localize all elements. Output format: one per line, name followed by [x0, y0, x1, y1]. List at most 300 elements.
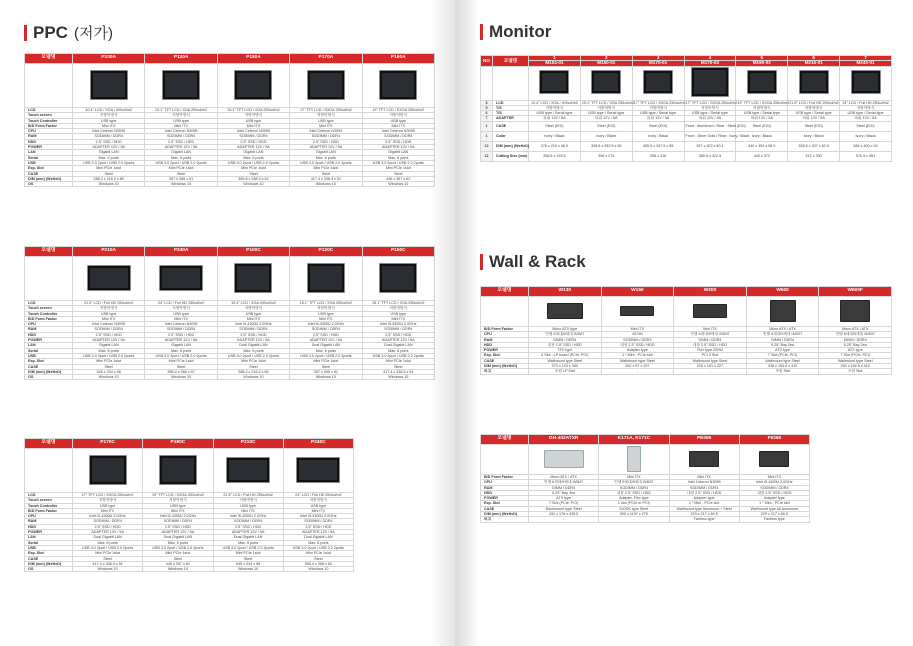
spec-value: Mini ITX: [739, 475, 809, 480]
spec-value: ADAPTER 12V / 5A: [290, 338, 362, 343]
product-image-cell: [217, 64, 289, 108]
spec-value: 2.5" SSD / HDD: [217, 139, 289, 144]
row-index: 12: [481, 141, 493, 151]
model-number: 7: [840, 56, 892, 61]
spec-value: Windows 10: [145, 182, 217, 187]
spec-value: SODIMM / DDR4: [217, 327, 289, 332]
spec-value: USB 3.0 2port / USB 2.0 2ports: [145, 353, 217, 358]
spec-label: DIM (mm) (WxHxD): [481, 512, 529, 517]
spec-value: USB type / Serial type: [736, 111, 788, 116]
spec-value: KIOSK type Steel: [599, 506, 669, 511]
spec-value: USB 3.0 2port / USB 2.0 2ports: [73, 160, 145, 165]
spec-value: USB type: [362, 118, 434, 123]
spec-value: Mini ITX: [669, 475, 739, 480]
model-name-header: P170A: [290, 54, 362, 64]
spec-value: Max. 6 ports: [73, 155, 145, 160]
spec-value: 17" TFT LCD / SXGA 250cd/m2: [633, 100, 686, 105]
spec-value: USB 3.0 2port / USB 2.0 2ports: [73, 353, 145, 358]
spec-value: Steel (EGI): [580, 121, 632, 131]
spec-label: POWER: [481, 348, 529, 353]
spec-label: LCD: [493, 100, 529, 105]
spec-value: Steel (EGI): [788, 121, 840, 131]
spec-value: Steel: [143, 556, 213, 561]
spec-value: 446 x 357 x 62: [143, 561, 213, 566]
wall-title: Wall & Rack: [489, 252, 586, 271]
spec-value: Ivory / Black: [736, 131, 788, 141]
spec-value: Windows 10: [73, 182, 145, 187]
case-photo: [840, 300, 870, 322]
title-accent-bar: [24, 25, 27, 41]
spec-value: 276 x 212 x 46.5: [529, 141, 581, 151]
spec-value: Mini ITX: [599, 475, 669, 480]
spec-value: 17" TFT LCD / SXGA 250cd/m2: [290, 108, 362, 113]
spec-value: SODIMM / DDR4: [73, 134, 145, 139]
spec-value: 인텔 6세대/9세대 i3/i5/i7: [674, 332, 747, 337]
header-row: [481, 435, 810, 445]
spec-label: 비고: [481, 369, 529, 374]
spec-value: 417.4 x 338.3 x 51: [362, 369, 434, 374]
product-image-cell: [529, 66, 581, 100]
spec-value: USB 3.0 2port / USB 2.0 2ports: [362, 353, 434, 358]
spec-value: 파워 12V / 5A: [736, 116, 788, 121]
spec-value: Mini ITX: [73, 508, 143, 513]
spec-value: ADAPTER 12V / 5A: [213, 530, 283, 535]
spec-value: 17" TFT LCD / SXGA 250cd/m2: [73, 493, 143, 498]
spec-value: 저항막방식: [143, 498, 213, 503]
spec-value: Steel (EGI): [840, 121, 892, 131]
model-name-header: W600: [746, 287, 819, 297]
monitor-title: Monitor: [489, 22, 552, 41]
spec-value: 220 x 217 x 60.5: [739, 512, 809, 517]
monitor-photo: [799, 70, 829, 94]
spec-value: 2.5" SSD / HDD: [362, 332, 434, 337]
model-name-header: M190-02: [736, 61, 788, 66]
spec-value: 2.5" SSD / HDD: [145, 139, 217, 144]
spec-value: 인텔 6세대/9세대 i3/i5/i7: [746, 332, 819, 337]
spec-value: SODIMM / DDR4: [290, 327, 362, 332]
spec-value: Steel: [217, 171, 289, 176]
spec-value: Mini ITX: [217, 123, 289, 128]
spec-value: USB type: [283, 503, 353, 508]
product-image-cell: [283, 449, 353, 493]
spec-label: B/D Form Factor: [481, 475, 529, 480]
monitor-photo: [747, 70, 777, 94]
spec-value: ADAPTER 12V / 5A: [73, 338, 145, 343]
spec-value: Dual Gigabit LAN: [143, 535, 213, 540]
model-name-header: P100A: [73, 54, 145, 64]
spec-row: [481, 517, 810, 522]
model-label-header: 모델명: [25, 439, 73, 449]
spec-value: ADAPTER 12V / 5A: [290, 145, 362, 150]
spec-value: Mini ITX: [213, 508, 283, 513]
spec-value: 저항막방식: [283, 498, 353, 503]
model-name-header: P210C: [213, 439, 283, 449]
spec-label: B/D Form Factor: [25, 508, 73, 513]
spec-label: B/D Form Factor: [481, 327, 529, 332]
spec-value: ADAPTER 12V / 5A: [283, 530, 353, 535]
spec-label: CASE: [481, 358, 529, 363]
model-name-header: P100C: [217, 247, 289, 257]
spec-label: RAM: [25, 327, 73, 332]
spec-label: Exp. Slot: [481, 501, 529, 506]
spec-value: USB 3.0 2port / USB 2.0 2ports: [290, 160, 362, 165]
spec-value: 내장 2.5" SSD / HDD: [599, 490, 669, 495]
spec-label: LCD: [25, 493, 73, 498]
spec-value: Mini ITX: [674, 327, 747, 332]
spec-label: RAM: [25, 134, 73, 139]
product-image-cell: [736, 66, 788, 100]
spec-value: 저항막방식: [73, 113, 145, 118]
spec-value: 338 x 194.5 x 410: [746, 364, 819, 369]
image-row-index: [481, 66, 493, 100]
spec-value: ADAPTER 12V / 5A: [362, 338, 434, 343]
spec-value: Mini PCIe 1slot: [143, 551, 213, 556]
spec-value: 저항막방식: [788, 105, 840, 110]
spec-value: Front : Aluminum / Rear : Steel (EGI): [684, 121, 736, 131]
spec-value: Gigabit LAN: [73, 343, 145, 348]
model-name-header: P190A: [362, 54, 434, 64]
product-image-cell: [290, 257, 362, 301]
spec-value: Fanless type: [669, 517, 739, 522]
spec-value: Windows 10: [73, 375, 145, 380]
spec-label: POWER: [25, 145, 73, 150]
no-label-header: NO: [481, 56, 493, 67]
spec-value: Ivory / Black: [840, 131, 892, 141]
spec-value: 357 x 265 x 61: [290, 369, 362, 374]
header-row: [25, 247, 435, 257]
model-name-header: M170-01: [632, 61, 684, 66]
spec-value: 저항막방식: [529, 105, 581, 110]
spec-value: 397 x 322 x 60.1: [684, 141, 736, 151]
spec-value: 10.4" LCD / XGA / 400cd/m2: [73, 108, 145, 113]
spec-label: HDD: [481, 490, 529, 495]
spec-value: Wallmount type Steel: [529, 358, 602, 363]
spec-value: Wallmount type All Aluminum: [739, 506, 809, 511]
spec-value: Max. 6 ports: [73, 348, 145, 353]
spec-value: USB type: [217, 311, 289, 316]
spec-row: [25, 567, 354, 572]
case-photo: [770, 300, 796, 322]
ppc-table-3: [24, 438, 354, 572]
spec-label: B/D Form Factor: [25, 123, 73, 128]
spec-value: TFX type: [529, 348, 602, 353]
spec-label: POWER: [25, 530, 73, 535]
spec-value: Steel: [362, 171, 434, 176]
case-photo: [627, 446, 641, 472]
spec-value: USB type: [290, 311, 362, 316]
model-number: 6: [788, 56, 840, 61]
case-photo: [620, 306, 654, 316]
spec-value: 1 * Mini - PCIe slot: [601, 353, 674, 358]
spec-value: Intel Celeron N3095: [73, 129, 145, 134]
spec-value: Steel: [73, 171, 145, 176]
spec-label: Cutting Size (mm): [493, 151, 529, 161]
spec-value: Steel (EGI): [632, 121, 684, 131]
spec-value: Mini PCIe 1slot: [217, 359, 289, 364]
model-name-header: P240C: [283, 439, 353, 449]
spec-value: 220 x 217 x 60.5: [669, 512, 739, 517]
spec-value: 1 * Mini - PCIe slot: [669, 501, 739, 506]
spec-value: Steel: [73, 364, 145, 369]
spec-value: Windows 10: [362, 375, 434, 380]
spec-label: LCD: [25, 108, 73, 113]
spec-label: T/S: [493, 111, 529, 116]
model-name-header: M104-01: [529, 61, 581, 66]
spec-value: USB type: [213, 503, 283, 508]
spec-value: Max. 6 ports: [73, 540, 143, 545]
spec-value: 1 slot (PCIe or PCI): [599, 501, 669, 506]
spec-value: SODIMM / DDR4: [73, 519, 143, 524]
spec-value: 595.4 x 368 x 62: [283, 561, 353, 566]
spec-value: 5.25" Bay 3ea: [529, 490, 599, 495]
spec-value: 조립 Slot: [746, 369, 819, 374]
spec-value: 내장 2.5" SSD / HDD: [529, 342, 602, 347]
spec-value: 4 Slot : LP board (PCIe, PCI): [529, 353, 602, 358]
spec-value: 7 Slot (PCIe, PCI): [529, 501, 599, 506]
spec-value: Max. 6 ports: [145, 155, 217, 160]
spec-value: Intel Celeron N3095: [362, 129, 434, 134]
spec-value: 526.5 x 337 x 62.5: [788, 141, 840, 151]
product-photo: [234, 70, 272, 100]
spec-value: 2.5" SSD / HDD: [73, 139, 145, 144]
spec-value: SODIMM / DDR4: [739, 485, 809, 490]
spec-value: Max. 6 ports: [290, 348, 362, 353]
spec-value: Wallmount type Steel: [601, 358, 674, 363]
spec-value: Steel: [217, 364, 289, 369]
product-image-cell: [362, 257, 434, 301]
spec-value: 405.5 x 337.5 x 55: [632, 141, 684, 151]
spec-value: 15.1" TFT LCD / XGA 250cd/m2: [581, 100, 635, 105]
ppc-subtitle: (저가): [73, 25, 113, 42]
monitor-photo: [539, 70, 569, 94]
spec-label: OS: [25, 567, 73, 572]
spec-row: [481, 151, 892, 161]
spec-value: 2.5" SSD / HDD: [213, 524, 283, 529]
spec-value: Dual Gigabit LAN: [290, 343, 362, 348]
spec-value: Mini ITX: [145, 123, 217, 128]
spec-value: 308.5 x 252.5 x 55: [580, 141, 632, 151]
model-label-header: 모델명: [481, 435, 529, 445]
spec-value: Mini PCIe 1slot: [73, 166, 145, 171]
spec-value: 21.5" LCD / Full HD 250cd/m2: [789, 100, 839, 105]
spec-value: 15.1" TFT LCD / XGA 250cd/m2: [217, 108, 289, 113]
spec-value: Mini PCIe 1slot: [145, 359, 217, 364]
spec-value: 15.1" TFT LCD / XGA 250cd/m2: [362, 301, 434, 306]
monitor-table: [480, 55, 892, 162]
spec-value: Ivory / Black: [580, 131, 632, 141]
spec-value: Max. 6 ports: [290, 155, 362, 160]
spec-value: USB type / Serial type: [788, 111, 840, 116]
row-index: 12: [481, 151, 493, 161]
spec-value: Ivory / Black: [788, 131, 840, 141]
spec-value: Intel i5-4300U 2.0GHz: [143, 514, 213, 519]
ppc-section-title: [24, 22, 113, 43]
model-name-header: K171A, K171C: [599, 435, 669, 445]
spec-value: Dual Gigabit LAN: [217, 343, 289, 348]
spec-value: USB 3.0 2port / USB 2.0 2ports: [143, 545, 213, 550]
spec-value: USB 3.0 2port / USB 2.0 2ports: [145, 160, 217, 165]
model-number: 5: [736, 56, 788, 61]
product-photo: [162, 70, 200, 100]
spec-value: Mini ITX: [143, 508, 213, 513]
spec-value: Max. 6 ports: [213, 540, 283, 545]
spec-value: 인텔 6세대/9세대 i3/i5/i7: [819, 332, 892, 337]
image-row: [481, 297, 892, 327]
spec-value: USB 3.0 2port / USB 2.0 2ports: [283, 545, 353, 550]
spec-value: USB 3.0 2port / USB 2.0 2ports: [217, 353, 289, 358]
product-photo: [87, 265, 131, 291]
spec-value: -: [599, 517, 669, 522]
spec-value: Intel i5-4300U 2.0GHz: [362, 322, 434, 327]
spec-value: Intel i5-4300U 2.0GHz: [283, 514, 353, 519]
spec-value: Mini PCIe 1slot: [73, 359, 145, 364]
row-index: 3: [481, 100, 493, 105]
monitor-photo: [691, 67, 729, 97]
spec-row: [25, 182, 435, 187]
product-image-cell: [684, 66, 736, 100]
spec-value: Micro ATX / ATX: [746, 327, 819, 332]
spec-value: SODIMM / DDR4: [213, 519, 283, 524]
spec-value: 2.5" SSD / HDD: [73, 332, 145, 337]
spec-label: DIM (mm) (WxHxD): [25, 369, 73, 374]
spec-value: Intel Celeron N3095: [217, 129, 289, 134]
image-row: [25, 64, 435, 108]
spec-value: Mini ITX: [217, 316, 289, 321]
product-photo: [234, 263, 272, 293]
spec-value: SODIMM / DDR4: [669, 485, 739, 490]
spec-value: Dual Gigabit LAN: [73, 535, 143, 540]
spec-value: 2.5" SSD / HDD: [73, 524, 143, 529]
spec-value: ATX type: [529, 496, 599, 501]
product-photo: [379, 263, 417, 293]
monitor-photo: [643, 70, 673, 94]
spec-value: USB type: [73, 118, 145, 123]
spec-value: 19" TFT LCD / SXGA 250cd/m2: [737, 100, 790, 105]
spec-label: DIM (mm) (WxHxD): [25, 561, 73, 566]
spec-value: Intel Celeron N3095: [290, 129, 362, 134]
spec-value: 256.5 x 192.5: [529, 151, 581, 161]
spec-value: USB type / Serial type: [580, 111, 632, 116]
spec-value: 내장 2.5" SSD / HDD: [739, 490, 809, 495]
image-row: [25, 257, 435, 301]
spec-label: Exp. Slot: [481, 353, 529, 358]
spec-label: OS: [25, 182, 73, 187]
product-image-cell: [840, 66, 892, 100]
spec-value: 2.5" SSD / HDD: [283, 524, 353, 529]
spec-value: Mini ITX: [73, 316, 145, 321]
model-name-header: M215-01: [788, 61, 840, 66]
model-name-header: M240-01: [840, 61, 892, 66]
spec-value: 2.5" SSD / HDD: [290, 139, 362, 144]
spec-value: 570.5 x 361: [840, 151, 892, 161]
spec-value: Wallmount type Steel: [819, 358, 892, 363]
spec-value: Intel i5-4300U 2.0GHz: [290, 322, 362, 327]
product-image-cell: [746, 297, 819, 327]
case-photo: [689, 451, 719, 467]
spec-value: USB type: [143, 503, 213, 508]
spec-label: Touch screen: [25, 306, 73, 311]
spec-value: 저항막방식: [217, 113, 289, 118]
product-image-cell: [145, 64, 217, 108]
spec-value: Max. 6 ports: [217, 348, 289, 353]
model-label-header: 모델명: [481, 287, 529, 297]
spec-value: Ivory / Black: [632, 131, 684, 141]
spec-value: 7 Slot (PCIe, PCI): [819, 353, 892, 358]
spec-value: Wallmount type Steel: [746, 358, 819, 363]
spec-label: Color: [493, 131, 529, 141]
model-label-header: 모델명: [25, 247, 73, 257]
spec-value: Intel i5-4300U 2.0GHz: [217, 322, 289, 327]
spec-label: POWER: [25, 338, 73, 343]
spec-value: 파워 12V / 5A: [684, 116, 736, 121]
spec-value: Ivory / Black: [529, 131, 581, 141]
product-photo: [307, 70, 345, 100]
spec-value: USB type: [73, 503, 143, 508]
spec-value: Windows 10: [217, 182, 289, 187]
spec-label: USB: [25, 545, 73, 550]
spec-value: 인텔 6세대/9세대 i3/i5/i7: [529, 332, 602, 337]
spec-value: Micro ATX type: [529, 327, 602, 332]
image-row-label: [25, 64, 73, 108]
spec-value: 446 x 357 x 62: [362, 176, 434, 181]
spec-label: CASE: [493, 121, 529, 131]
product-photo: [226, 457, 270, 483]
spec-value: USB type: [145, 118, 217, 123]
spec-row: [481, 100, 892, 105]
spec-value: Mini PCIe 1slot: [145, 166, 217, 171]
spec-value: USB type: [73, 311, 145, 316]
spec-value: Mini PCIe 1slot: [213, 551, 283, 556]
spec-value: Steel: [73, 556, 143, 561]
title-accent-bar: [480, 24, 483, 40]
spec-value: 7 Slot (PCIe, PCI): [746, 353, 819, 358]
spec-value: Steel: [290, 171, 362, 176]
monitor-section-title: [480, 22, 551, 42]
spec-value: ADAPTER 12V / 5A: [143, 530, 213, 535]
spec-label: HDD: [25, 139, 73, 144]
spec-value: Dual Gigabit LAN: [283, 535, 353, 540]
model-name-header: W150: [601, 287, 674, 297]
spec-value: 24" LCD / Full HD 250cd/m2: [145, 301, 217, 306]
spec-value: Windows 10: [217, 375, 289, 380]
spec-value: Intel Celeron N3095: [145, 129, 217, 134]
product-image-cell: [632, 66, 684, 100]
row-index: 5: [481, 105, 493, 110]
spec-label: USB: [25, 353, 73, 358]
spec-value: 440 x 352 x 58.5: [736, 141, 788, 151]
spec-value: 조립 Slot: [819, 369, 892, 374]
spec-label: CPU: [481, 332, 529, 337]
spec-value: SODIMM / DDR4: [362, 134, 434, 139]
spec-value: Mini PCIe 1slot: [73, 551, 143, 556]
spec-value: 440 x 372: [736, 151, 788, 161]
spec-row: [25, 160, 435, 165]
model-name-header: P150A: [217, 54, 289, 64]
monitor-photo: [591, 70, 621, 94]
spec-value: 인텔 6세대/9세대 i3/i5/i7: [529, 480, 599, 485]
spec-value: USB 3.0 2port / USB 2.0 2ports: [290, 353, 362, 358]
spec-value: 저항막방식: [145, 113, 217, 118]
spec-value: Steel: [145, 364, 217, 369]
title-accent-bar: [480, 254, 483, 270]
spec-value: 저항막방식: [73, 306, 145, 311]
spec-value: Max. 6 ports: [143, 540, 213, 545]
spec-value: -: [674, 369, 747, 374]
product-image-cell: [290, 64, 362, 108]
spec-value: 내장 2.5" SSD / HDD: [601, 342, 674, 347]
spec-value: Intel Celeron N3095: [669, 480, 739, 485]
spec-label: DIM (mm) (WxHxD): [493, 141, 529, 151]
